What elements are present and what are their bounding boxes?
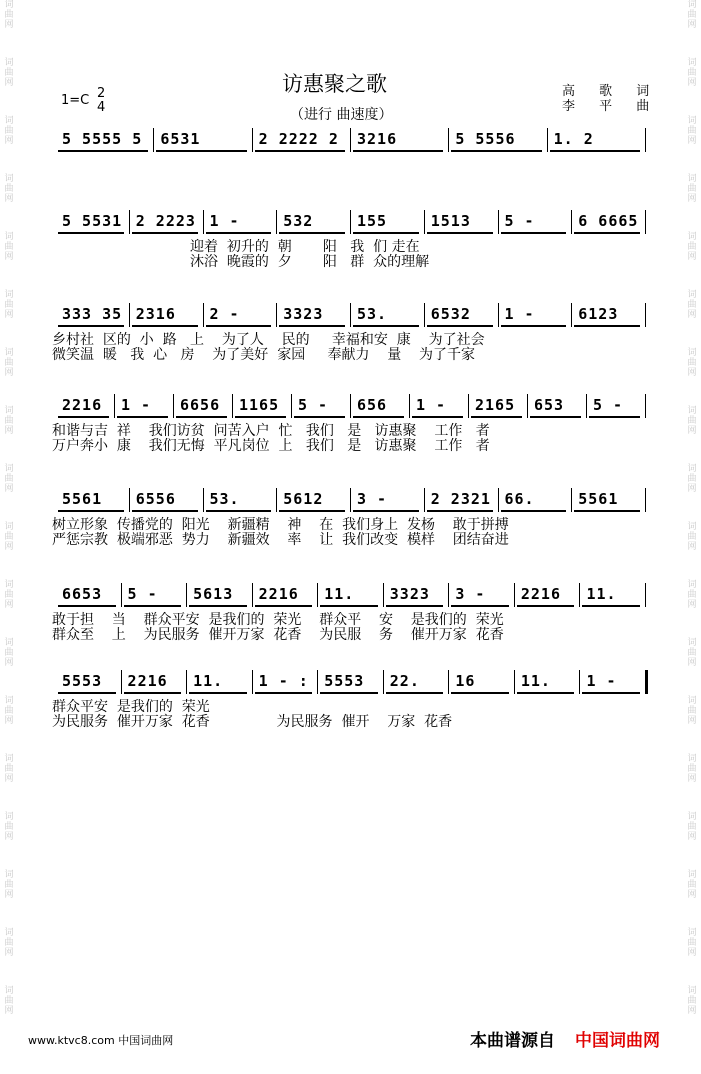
watermark-char: 网 — [687, 426, 697, 436]
source-label: 本曲谱源自 — [470, 1031, 555, 1051]
barline — [579, 583, 580, 607]
barline — [203, 210, 204, 234]
watermark-char: 曲 — [687, 648, 697, 658]
measure: 2216 — [255, 585, 313, 607]
measure: 5 5531 — [58, 212, 124, 234]
watermark-gap — [685, 320, 699, 348]
watermark-char: 网 — [687, 310, 697, 320]
barline — [424, 488, 425, 512]
watermark-char: 词 — [4, 232, 14, 242]
watermark-char: 曲 — [687, 126, 697, 136]
watermark-char: 网 — [4, 426, 14, 436]
watermark-char: 网 — [4, 658, 14, 668]
measure: 11. — [582, 585, 640, 607]
watermark-char: 词 — [4, 986, 14, 996]
watermark-char: 词 — [4, 870, 14, 880]
watermark-char: 网 — [687, 658, 697, 668]
watermark-char: 曲 — [4, 822, 14, 832]
measure: 5612 — [279, 490, 345, 512]
watermark-gap — [2, 668, 16, 696]
lyric-verse-1: 群众平安 是我们的 荣光 — [52, 699, 210, 715]
barline — [121, 670, 122, 694]
watermark-left — [2, 0, 16, 1074]
watermark-char: 词 — [687, 406, 697, 416]
watermark-char: 网 — [4, 832, 14, 842]
watermark-char: 曲 — [687, 880, 697, 890]
watermark-char: 词 — [4, 464, 14, 474]
watermark-char: 词 — [4, 522, 14, 532]
measure: 3216 — [353, 130, 443, 152]
tempo-marking: （进行 曲速度） — [290, 107, 393, 123]
notation-row — [58, 585, 648, 607]
watermark-char: 词 — [687, 754, 697, 764]
notation-row — [58, 490, 648, 512]
watermark-char: 词 — [687, 986, 697, 996]
watermark-char: 词 — [687, 870, 697, 880]
watermark-char: 网 — [687, 716, 697, 726]
composer-credit: 李 平 曲 — [562, 99, 660, 114]
barline — [645, 128, 646, 152]
watermark-gap — [2, 726, 16, 754]
barline — [645, 210, 646, 234]
watermark-char: 词 — [4, 406, 14, 416]
time-bottom: 4 — [97, 100, 106, 115]
watermark-gap — [2, 552, 16, 580]
watermark-char: 词 — [687, 116, 697, 126]
measure: 2 2223 — [132, 212, 198, 234]
watermark-char: 曲 — [687, 474, 697, 484]
lyric-verse-1: 乡村社 区的 小 路 上 为了人 民的 幸福和安 康 为了社会 — [52, 332, 485, 348]
barline — [645, 488, 646, 512]
lyric-verse-2: 为民服务 催开万家 花香 为民服务 催开 万家 花香 — [52, 714, 453, 730]
barline — [571, 303, 572, 327]
barline — [586, 394, 587, 418]
watermark-gap — [2, 900, 16, 928]
watermark-char: 曲 — [687, 996, 697, 1006]
measure: 1513 — [427, 212, 493, 234]
watermark-char: 网 — [4, 600, 14, 610]
watermark-char: 网 — [687, 542, 697, 552]
watermark-char: 曲 — [4, 300, 14, 310]
measure: 3323 — [386, 585, 444, 607]
watermark-gap — [2, 958, 16, 986]
measure: 5553 — [320, 672, 378, 694]
barline — [276, 303, 277, 327]
barline — [232, 394, 233, 418]
lyric-verse-1: 敢于担 当 群众平安 是我们的 荣光 群众平 安 是我们的 荣光 — [52, 612, 504, 628]
measure: 6531 — [156, 130, 246, 152]
watermark-gap — [685, 784, 699, 812]
watermark-gap — [685, 436, 699, 464]
watermark-gap — [685, 88, 699, 116]
barline — [252, 670, 253, 694]
measure: 11. — [189, 672, 247, 694]
barline — [276, 488, 277, 512]
lyric-verse-2: 严惩宗教 极端邪恶 势力 新疆效 率 让 我们改变 模样 团结奋进 — [52, 532, 509, 548]
barline — [424, 210, 425, 234]
barline — [203, 303, 204, 327]
measure: 5561 — [574, 490, 640, 512]
watermark-gap — [2, 146, 16, 174]
watermark-gap — [2, 30, 16, 58]
barline — [252, 583, 253, 607]
watermark-char: 网 — [4, 194, 14, 204]
barline — [121, 583, 122, 607]
watermark-char: 曲 — [687, 938, 697, 948]
watermark-char: 网 — [4, 310, 14, 320]
measure: 53. — [353, 305, 419, 327]
measure: 6532 — [427, 305, 493, 327]
measure: 2165 — [471, 396, 522, 418]
lyric-verse-1: 迎着 初升的 朝 阳 我 们 走在 — [52, 239, 420, 255]
measure: 1 - — [206, 212, 272, 234]
watermark-gap — [2, 610, 16, 638]
watermark-char: 网 — [687, 774, 697, 784]
measure: 66. — [501, 490, 567, 512]
measure: 333 35 — [58, 305, 124, 327]
key-signature: 1=C — [61, 93, 90, 108]
measure: 1165 — [235, 396, 286, 418]
measure: 16 — [451, 672, 509, 694]
watermark-char: 曲 — [687, 68, 697, 78]
watermark-char: 曲 — [687, 764, 697, 774]
barline — [317, 583, 318, 607]
credits — [562, 84, 659, 114]
measure: 2216 — [517, 585, 575, 607]
watermark-gap — [685, 262, 699, 290]
barline — [350, 210, 351, 234]
barline — [498, 303, 499, 327]
barline — [291, 394, 292, 418]
watermark-char: 词 — [4, 580, 14, 590]
watermark-char: 曲 — [4, 184, 14, 194]
watermark-char: 曲 — [4, 532, 14, 542]
watermark-gap — [2, 204, 16, 232]
watermark-char: 词 — [4, 290, 14, 300]
measure: 6656 — [176, 396, 227, 418]
barline — [448, 670, 449, 694]
measure: 2216 — [58, 396, 109, 418]
watermark-char: 曲 — [4, 10, 14, 20]
notation-row — [58, 130, 648, 152]
barline — [186, 583, 187, 607]
watermark-char: 曲 — [687, 184, 697, 194]
watermark-char: 网 — [687, 484, 697, 494]
measure: 3 - — [353, 490, 419, 512]
watermark-gap — [2, 436, 16, 464]
barline — [252, 128, 253, 152]
measure: 2 - — [206, 305, 272, 327]
watermark-char: 网 — [687, 368, 697, 378]
watermark-char: 曲 — [4, 416, 14, 426]
measure: 5 - — [589, 396, 640, 418]
measure: 5 5555 5 — [58, 130, 148, 152]
barline — [498, 210, 499, 234]
watermark-char: 曲 — [687, 242, 697, 252]
measure: 532 — [279, 212, 345, 234]
watermark-char: 词 — [4, 116, 14, 126]
watermark-char: 曲 — [4, 648, 14, 658]
watermark-char: 网 — [4, 78, 14, 88]
measure: 5 5556 — [451, 130, 541, 152]
barline — [645, 583, 646, 607]
watermark-char: 网 — [4, 136, 14, 146]
watermark-char: 词 — [4, 696, 14, 706]
watermark-char: 曲 — [4, 764, 14, 774]
barline — [571, 210, 572, 234]
watermark-gap — [685, 842, 699, 870]
measure: 5553 — [58, 672, 116, 694]
barline — [129, 488, 130, 512]
watermark-gap — [685, 900, 699, 928]
measure: 1 - — [117, 396, 168, 418]
lyricist-credit: 高 歌 词 — [562, 84, 660, 99]
watermark-char: 曲 — [687, 706, 697, 716]
measure: 1 - : — [255, 672, 313, 694]
watermark-char: 网 — [687, 832, 697, 842]
watermark-right — [685, 0, 699, 1074]
watermark-char: 网 — [4, 484, 14, 494]
measure: 6556 — [132, 490, 198, 512]
watermark-gap — [685, 378, 699, 406]
measure: 2 2321 — [427, 490, 493, 512]
watermark-char: 词 — [687, 290, 697, 300]
barline — [129, 210, 130, 234]
watermark-char: 曲 — [4, 880, 14, 890]
watermark-gap — [685, 1016, 699, 1044]
barline — [448, 583, 449, 607]
watermark-char: 词 — [4, 174, 14, 184]
watermark-char: 曲 — [4, 358, 14, 368]
barline — [579, 670, 580, 694]
notation-row — [58, 212, 648, 234]
measure: 1 - — [501, 305, 567, 327]
barline — [645, 394, 646, 418]
barline — [350, 128, 351, 152]
watermark-char: 曲 — [4, 706, 14, 716]
barline — [409, 394, 410, 418]
barline — [645, 670, 648, 694]
measure: 6123 — [574, 305, 640, 327]
watermark-char: 曲 — [4, 242, 14, 252]
watermark-char: 曲 — [4, 474, 14, 484]
barline — [114, 394, 115, 418]
watermark-gap — [685, 958, 699, 986]
lyric-verse-2: 万户奔小 康 我们无悔 平凡岗位 上 我们 是 访惠聚 工作 者 — [52, 438, 490, 454]
watermark-char: 词 — [687, 522, 697, 532]
watermark-char: 词 — [687, 232, 697, 242]
watermark-gap — [685, 726, 699, 754]
watermark-char: 词 — [687, 580, 697, 590]
watermark-char: 曲 — [4, 590, 14, 600]
measure: 6653 — [58, 585, 116, 607]
watermark-gap — [685, 494, 699, 522]
measure: 11. — [517, 672, 575, 694]
watermark-char: 词 — [4, 58, 14, 68]
measure: 1 - — [582, 672, 640, 694]
measure: 6 6665 — [574, 212, 640, 234]
watermark-char: 曲 — [687, 590, 697, 600]
watermark-char: 词 — [4, 928, 14, 938]
measure: 11. — [320, 585, 378, 607]
watermark-char: 词 — [687, 696, 697, 706]
time-signature — [97, 87, 105, 115]
barline — [153, 128, 154, 152]
watermark-char: 词 — [4, 0, 14, 10]
watermark-char: 词 — [687, 812, 697, 822]
watermark-gap — [685, 204, 699, 232]
watermark-char: 网 — [4, 774, 14, 784]
watermark-char: 网 — [4, 252, 14, 262]
site-url[interactable]: www.ktvc8.com 中国词曲网 — [28, 1034, 174, 1047]
watermark-gap — [2, 842, 16, 870]
measure: 53. — [206, 490, 272, 512]
measure: 2316 — [132, 305, 198, 327]
barline — [448, 128, 449, 152]
measure: 5 - — [124, 585, 182, 607]
watermark-gap — [685, 668, 699, 696]
watermark-char: 曲 — [4, 938, 14, 948]
barline — [129, 303, 130, 327]
watermark-gap — [2, 262, 16, 290]
watermark-gap — [2, 784, 16, 812]
watermark-char: 网 — [687, 20, 697, 30]
watermark-char: 曲 — [4, 68, 14, 78]
watermark-char: 曲 — [687, 10, 697, 20]
watermark-gap — [2, 88, 16, 116]
watermark-char: 网 — [4, 368, 14, 378]
barline — [498, 488, 499, 512]
measure: 5 - — [294, 396, 345, 418]
watermark-char: 曲 — [687, 416, 697, 426]
watermark-char: 词 — [4, 754, 14, 764]
watermark-char: 网 — [4, 948, 14, 958]
watermark-char: 词 — [4, 348, 14, 358]
source-credit — [470, 1026, 660, 1051]
watermark-char: 词 — [687, 464, 697, 474]
watermark-char: 网 — [4, 542, 14, 552]
barline — [317, 670, 318, 694]
watermark-char: 网 — [687, 136, 697, 146]
lyric-verse-2: 群众至 上 为民服务 催开万家 花香 为民服 务 催开万家 花香 — [52, 627, 504, 643]
watermark-char: 词 — [4, 812, 14, 822]
lyric-verse-1: 树立形象 传播党的 阳光 新疆精 神 在 我们身上 发杨 敢于拼搏 — [52, 517, 509, 533]
barline — [203, 488, 204, 512]
watermark-gap — [2, 494, 16, 522]
watermark-gap — [2, 1016, 16, 1044]
measure: 653 — [530, 396, 581, 418]
barline — [571, 488, 572, 512]
song-title: 访惠聚之歌 — [282, 72, 387, 96]
lyric-verse-2: 沐浴 晚霞的 夕 阳 群 众的理解 — [52, 254, 430, 270]
barline — [547, 128, 548, 152]
time-top: 2 — [97, 86, 106, 101]
measure: 1. 2 — [550, 130, 640, 152]
watermark-char: 曲 — [4, 126, 14, 136]
barline — [514, 583, 515, 607]
measure: 2 2222 2 — [255, 130, 345, 152]
watermark-char: 网 — [687, 948, 697, 958]
measure: 656 — [353, 396, 404, 418]
watermark-char: 曲 — [687, 822, 697, 832]
lyric-verse-2: 微笑温 暖 我 心 房 为了美好 家园 奉献力 量 为了千家 — [52, 347, 476, 363]
watermark-char: 词 — [687, 174, 697, 184]
watermark-char: 词 — [687, 638, 697, 648]
lyric-verse-1: 和谐与吉 祥 我们访贫 问苦入户 忙 我们 是 访惠聚 工作 者 — [52, 423, 490, 439]
watermark-char: 词 — [687, 348, 697, 358]
watermark-gap — [685, 552, 699, 580]
barline — [383, 670, 384, 694]
watermark-gap — [2, 378, 16, 406]
barline — [350, 303, 351, 327]
barline — [468, 394, 469, 418]
notation-row — [58, 672, 648, 694]
watermark-gap — [685, 146, 699, 174]
notation-row — [58, 396, 648, 418]
measure: 2216 — [124, 672, 182, 694]
barline — [383, 583, 384, 607]
watermark-char: 词 — [687, 0, 697, 10]
watermark-char: 词 — [687, 928, 697, 938]
watermark-char: 曲 — [687, 358, 697, 368]
watermark-char: 曲 — [687, 300, 697, 310]
measure: 1 - — [412, 396, 463, 418]
watermark-gap — [685, 610, 699, 638]
watermark-char: 词 — [687, 58, 697, 68]
watermark-char: 网 — [687, 600, 697, 610]
barline — [350, 488, 351, 512]
source-site-link[interactable]: 中国词曲网 — [575, 1031, 660, 1051]
watermark-char: 词 — [4, 638, 14, 648]
measure: 5561 — [58, 490, 124, 512]
watermark-gap — [685, 30, 699, 58]
notation-row — [58, 305, 648, 327]
measure: 5613 — [189, 585, 247, 607]
measure: 5 - — [501, 212, 567, 234]
watermark-char: 网 — [4, 716, 14, 726]
watermark-char: 曲 — [687, 532, 697, 542]
measure: 22. — [386, 672, 444, 694]
barline — [514, 670, 515, 694]
measure: 155 — [353, 212, 419, 234]
watermark-char: 网 — [4, 890, 14, 900]
barline — [424, 303, 425, 327]
measure: 3 - — [451, 585, 509, 607]
measure: 3323 — [279, 305, 345, 327]
barline — [527, 394, 528, 418]
barline — [645, 303, 646, 327]
watermark-char: 网 — [687, 1006, 697, 1016]
watermark-char: 曲 — [4, 996, 14, 1006]
watermark-char: 网 — [4, 20, 14, 30]
watermark-char: 网 — [687, 252, 697, 262]
watermark-char: 网 — [4, 1006, 14, 1016]
watermark-char: 网 — [687, 194, 697, 204]
watermark-char: 网 — [687, 78, 697, 88]
barline — [173, 394, 174, 418]
watermark-gap — [2, 320, 16, 348]
barline — [350, 394, 351, 418]
barline — [276, 210, 277, 234]
barline — [186, 670, 187, 694]
watermark-char: 网 — [687, 890, 697, 900]
